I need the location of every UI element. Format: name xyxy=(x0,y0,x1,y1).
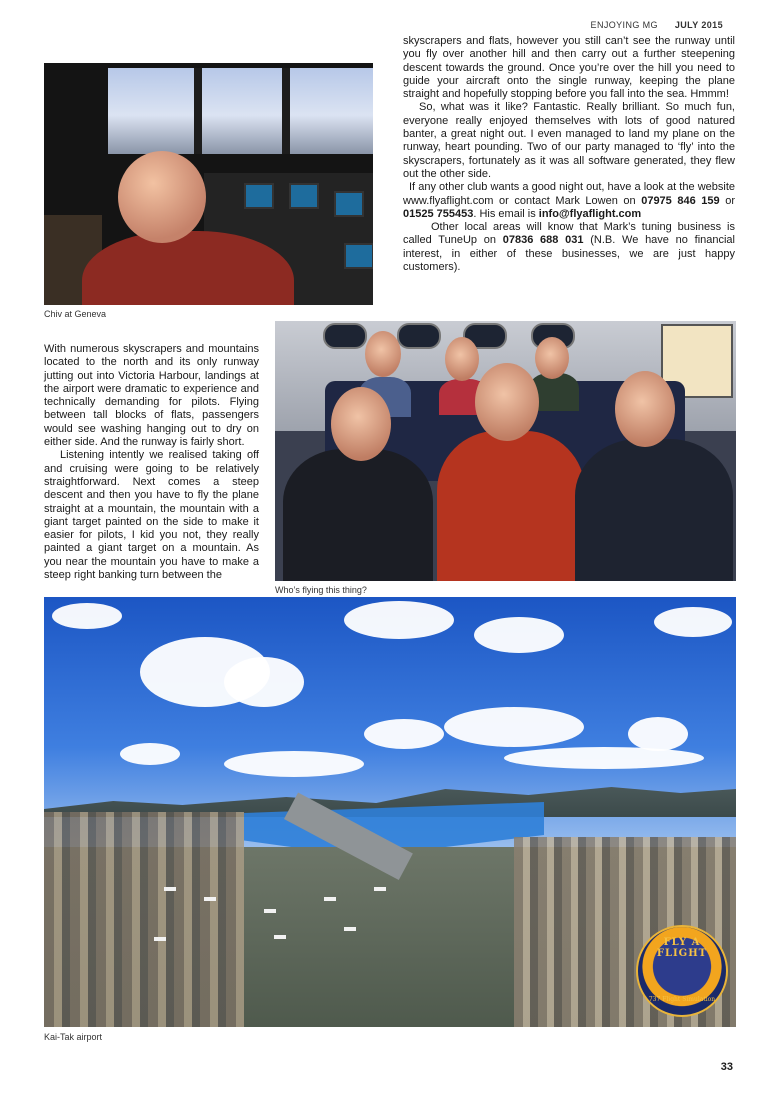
person-head xyxy=(118,151,206,243)
face xyxy=(475,363,539,441)
cloud xyxy=(224,751,364,777)
phone-number: 01525 755453 xyxy=(403,207,474,220)
airport-photo xyxy=(44,597,736,1027)
cloud xyxy=(120,743,180,765)
instrument-screen xyxy=(334,191,364,217)
page-number: 33 xyxy=(720,1061,733,1073)
face xyxy=(365,331,401,377)
parked-plane xyxy=(274,935,286,939)
paragraph: If any other club wants a good night out, have a look at the website www.flyaflight.com or contact Mark Lowen on 07975 846 159 or 01525 755453. His email is info@flyaflight.com xyxy=(403,181,735,220)
face xyxy=(615,371,675,447)
parked-plane xyxy=(374,887,386,891)
parked-plane xyxy=(324,897,336,901)
parked-plane xyxy=(204,897,216,901)
issue-date: JULY 2015 xyxy=(674,20,723,30)
cloud xyxy=(52,603,122,629)
airport-caption: Kai-Tak airport xyxy=(44,1032,103,1042)
right-column-text xyxy=(403,35,735,274)
cloud xyxy=(224,657,304,707)
group-photo xyxy=(275,321,736,581)
parked-plane xyxy=(344,927,356,931)
instrument-screen xyxy=(244,183,274,209)
person-front-right xyxy=(575,439,733,581)
instrument-screen xyxy=(289,183,319,209)
phone-number: 07975 846 159 xyxy=(641,194,720,207)
group-caption: Who’s flying this thing? xyxy=(275,585,367,595)
face xyxy=(445,337,479,381)
paragraph: So, what was it like? Fantastic. Really brilliant. So much fun, everyone really enjoyed themselves with lots of good natured banter, a great night out. I even managed to land my plane on the runway, heart pounding. Two of our party managed to ‘fly’ into the skyscrapers, fortunately as it was all software generated, they flew out the other side. xyxy=(403,101,735,180)
cloud xyxy=(504,747,704,769)
cloud xyxy=(628,717,688,751)
fly-a-flight-logo xyxy=(636,925,728,1017)
left-column-text xyxy=(44,343,259,582)
running-header xyxy=(577,20,723,30)
windshield-frame xyxy=(194,68,202,154)
cabin-window xyxy=(323,323,367,349)
cloud xyxy=(344,601,454,639)
cloud xyxy=(474,617,564,653)
logo-subtitle: 737 Flight Simulation xyxy=(648,996,716,1003)
city-buildings xyxy=(44,812,244,1027)
parked-plane xyxy=(264,909,276,913)
magazine-name: ENJOYING MG xyxy=(590,20,658,30)
paragraph: Other local areas will know that Mark’s tuning business is called TuneUp on 07836 688 031 (N.B. We have no financial interest, in either of these businesses, we are just happy customers). xyxy=(403,221,735,274)
cockpit-caption: Chiv at Geneva xyxy=(44,309,107,319)
cloud xyxy=(654,607,732,637)
face xyxy=(331,387,391,461)
person-front-left xyxy=(283,449,433,581)
cloud xyxy=(444,707,584,747)
paragraph: Listening intently we realised taking off and cruising were going to be relatively straightforward. Next comes a steep descent and then you have to fly the plane straight at a mountain, the mountain with a giant target painted on the side to make it easier for pilots, I kid you not, they really painted a giant target on a mountain. As you near the mountain you have to make a steep right banking turn between the xyxy=(44,449,259,582)
cockpit-windshield xyxy=(108,68,373,154)
paragraph: With numerous skyscrapers and mountains located to the north and its only runway jutting out into Victoria Harbour, landings at the airport were dramatic to experience and technically demanding for pilots. Flying between tall blocks of flats, passengers would see washing hanging out to dry on either side. And the runway is fairly short. xyxy=(44,343,259,449)
paragraph: skyscrapers and flats, however you still can’t see the runway until you fly over another hill and then carry out a further steepening descent towards the ground. Once you’re over the hill you need to guide your aircraft onto the single runway, keeping the plane straight and hopefully stopping before you fall into the sea. Hmmm! xyxy=(403,35,735,101)
cockpit-photo xyxy=(44,63,373,305)
person-front-center xyxy=(437,431,585,581)
email-address: info@flyaflight.com xyxy=(538,207,642,220)
cloud xyxy=(364,719,444,749)
parked-plane xyxy=(154,937,166,941)
parked-plane xyxy=(164,887,176,891)
windshield-frame xyxy=(282,68,290,154)
face xyxy=(535,337,569,379)
cabin-window xyxy=(397,323,441,349)
logo-title: FLY A FLIGHT xyxy=(656,937,708,959)
instrument-screen xyxy=(344,243,373,269)
phone-number: 07836 688 031 xyxy=(502,234,584,247)
